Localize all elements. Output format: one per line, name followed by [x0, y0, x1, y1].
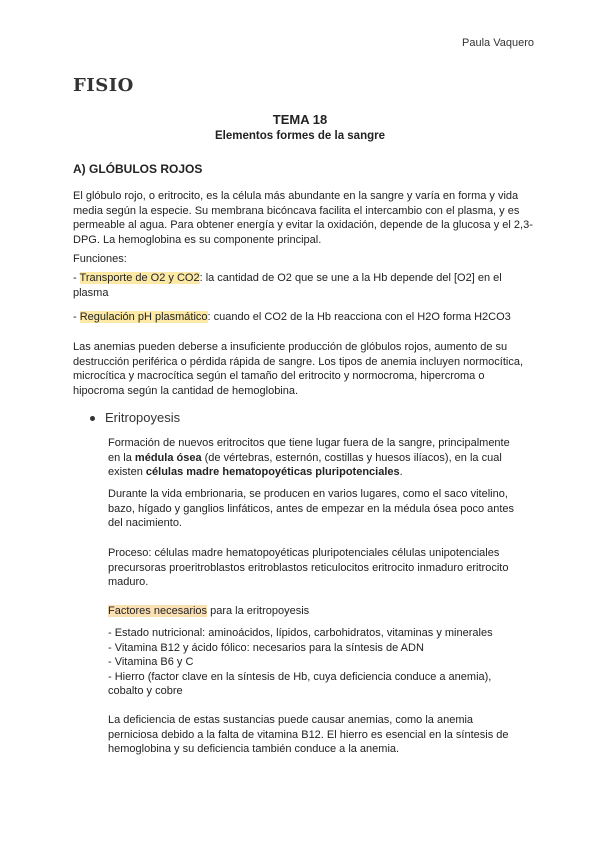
bullet-icon	[90, 416, 95, 421]
function-item-ph: - Regulación pH plasmático: cuando el CO2 de la Hb reacciona con el H2O forma H2CO3	[73, 311, 511, 323]
list-item: - Vitamina B12 y ácido fólico: necesarios para la síntesis de ADN	[108, 641, 424, 654]
factores-list	[108, 626, 523, 699]
topic-subtitle: Elementos formes de la sangre	[214, 130, 385, 142]
intro-paragraph: El glóbulo rojo, o eritrocito, es la célula más abundante en la sangre y varía en forma y vida media según la especie. Su membrana bicóncava facilita el intercambio con el plasma, y es permeable al agua. Para obtener energía y evitar la oxidación, depende de la glucosa y el 2,3-DPG. La hemoglobina es su componente principal.	[73, 190, 533, 246]
highlight-factores: Factores necesarios	[108, 605, 208, 617]
topic-title: TEMA 18	[272, 112, 328, 127]
eritropoyesis-heading: Eritropoyesis	[90, 410, 180, 425]
eritropoyesis-definition: Formación de nuevos eritrocitos que tiene lugar fuera de la sangre, principalmente en la médula ósea (de vértebras, esternón, costillas y huesos ilíacos), en la cual existen células madre hematopoyéticas pluripotenciales.	[108, 437, 510, 479]
section-heading: A) GLÓBULOS ROJOS	[73, 162, 203, 176]
list-item: - Vitamina B6 y C	[108, 656, 194, 669]
subject-label: FISIO	[73, 75, 134, 96]
embryonic-paragraph: Durante la vida embrionaria, se producen en varios lugares, como el saco vitelino, bazo, hígado y ganglios linfáticos, antes de empezar en la médula ósea poco antes del nacimiento.	[108, 488, 515, 530]
funciones-label: Funciones:	[73, 253, 127, 265]
list-item: - Estado nutricional: aminoácidos, lípidos, carbohidratos, vitaminas y minerales	[108, 627, 493, 639]
list-item: - Hierro (factor clave en la síntesis de Hb, cuya deficiencia conduce a anemia), cobalto y cobre	[108, 670, 492, 698]
deficiency-paragraph: La deficiencia de estas sustancias puede causar anemias, como la anemia perniciosa debido a la falta de vitamina B12. El hierro es esencial en la síntesis de hemoglobina y su deficiencia también conduce a la anemia.	[108, 714, 509, 756]
anemias-paragraph: Las anemias pueden deberse a insuficiente producción de glóbulos rojos, aumento de su destrucción periférica o pérdida rápida de sangre. Los tipos de anemia incluyen normocítica, microcítica y macrocítica según el tamaño del eritrocito y normocroma, hipercroma o hipocroma según la cantidad de hemoglobina.	[73, 341, 524, 397]
function-item-transport: - Transporte de O2 y CO2: la cantidad de O2 que se une a la Hb depende del [O2] en el plasma	[73, 272, 502, 299]
highlight-transport: Transporte de O2 y CO2	[79, 272, 200, 284]
author-name: Paula Vaquero	[462, 37, 534, 49]
highlight-ph: Regulación pH plasmático	[79, 311, 208, 323]
factores-heading: Factores necesarios para la eritropoyesis	[108, 605, 310, 617]
process-paragraph: Proceso: células madre hematopoyéticas pluripotenciales células unipotenciales precursoras proeritroblastos eritroblastos reticulocitos eritrocito inmaduro eritrocito maduro.	[108, 547, 509, 589]
